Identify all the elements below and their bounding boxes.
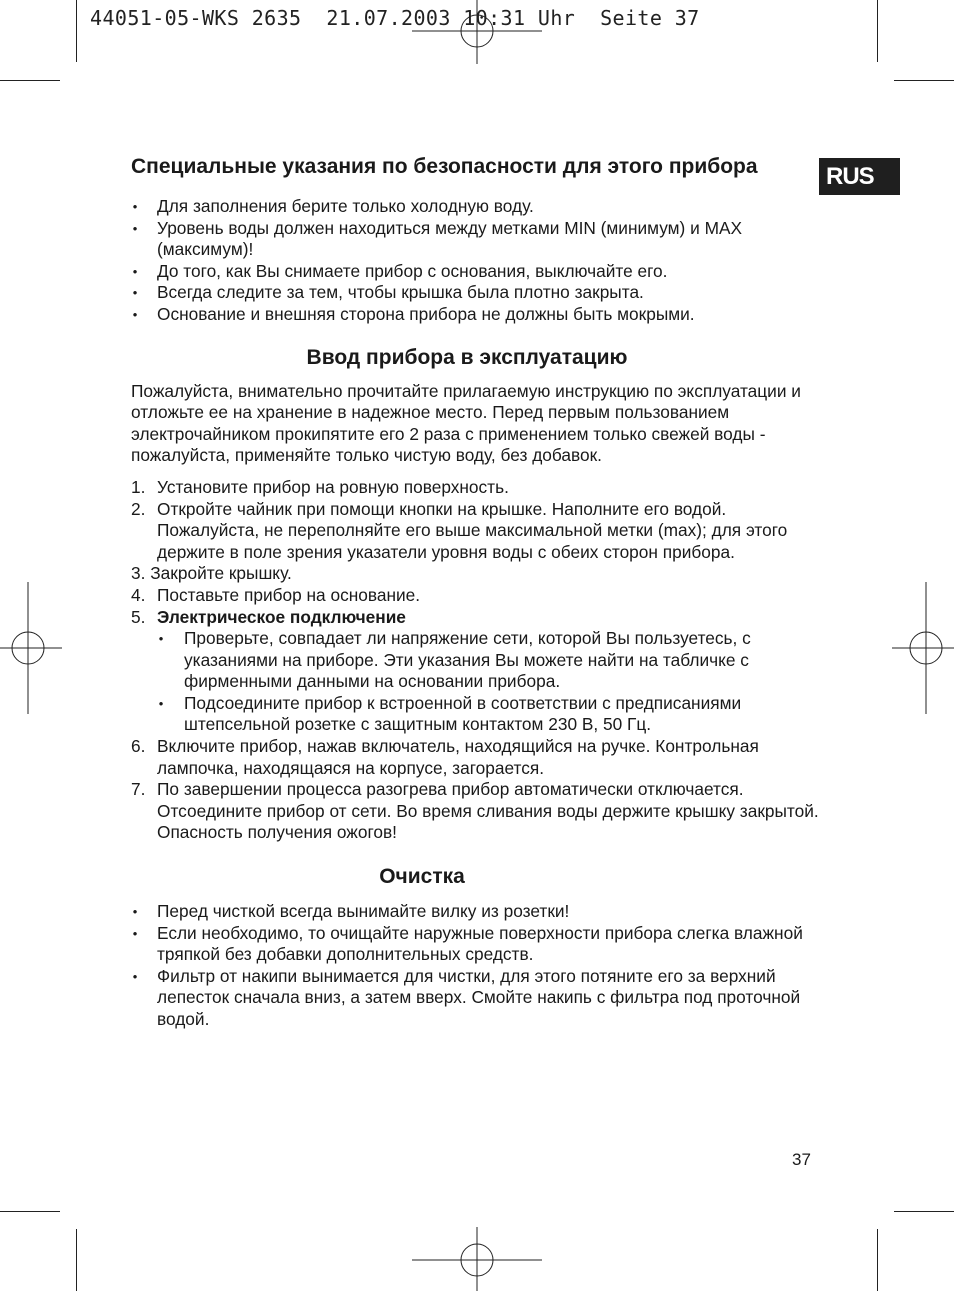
step-text: По завершении процесса разогрева прибор автоматически отключается. Отсоедините прибор от сети. Во время сливания воды держите крышку закрытой. Опасность получения ожогов!: [157, 779, 819, 843]
safety-heading: Специальные указания по безопасности для этого прибора: [131, 155, 758, 178]
cleaning-list: [131, 901, 821, 1031]
crop-mark-top-right-h: [894, 80, 954, 81]
crop-mark-bottom-left-h: [0, 1211, 60, 1212]
step-item: [131, 607, 821, 737]
registration-mark-bottom-icon: [412, 1227, 542, 1291]
safety-item: • Основание и внешняя сторона прибора не должны быть мокрыми.: [131, 304, 821, 326]
crop-mark-bottom-right-h: [894, 1211, 954, 1212]
step-item: [131, 563, 821, 585]
step-number: 4.: [131, 584, 146, 605]
cleaning-item: • Перед чисткой всегда вынимайте вилку из розетки!: [131, 901, 821, 923]
step-text: Закройте крышку.: [150, 563, 292, 584]
cleaning-item: • Если необходимо, то очищайте наружные поверхности прибора слегка влажной тряпкой без добавки дополнительных средств.: [131, 923, 821, 966]
page-content: [131, 152, 821, 1031]
step-text: Установите прибор на ровную поверхность.: [157, 476, 509, 497]
safety-list: [131, 196, 821, 326]
step-text: Поставьте прибор на основание.: [157, 584, 421, 605]
operation-heading: Ввод прибора в эксплуатацию: [306, 345, 628, 369]
cleaning-item: • Фильтр от накипи вынимается для чистки, для этого потяните его за верхний лепесток сначала вниз, а затем вверх. Смойте накипь с фильтра под проточной водой.: [131, 966, 821, 1031]
step-item: [131, 736, 821, 779]
crop-mark-bottom-right-v: [877, 1229, 878, 1291]
step-item: [131, 477, 821, 499]
electrical-item: • Подсоедините прибор к встроенной в соответствии с предписаниями штепсельной розетке с защитным контактом 230 В, 50 Гц.: [157, 693, 821, 736]
step-number: 6.: [131, 736, 146, 757]
step-item: [131, 499, 821, 564]
step-text: Откройте чайник при помощи кнопки на крышке. Наполните его водой. Пожалуйста, не переполняйте его выше максимальной метки (max); для этого держите в поле зрения указатели уровня воды с обеих сторон прибора.: [157, 498, 788, 562]
crop-mark-top-right-v: [877, 0, 878, 62]
step-number: 1.: [131, 476, 146, 497]
step-item: [131, 779, 821, 844]
page-number: 37: [792, 1150, 811, 1169]
step-number: 7.: [131, 779, 146, 800]
operation-steps: [131, 477, 821, 844]
step-item: [131, 585, 821, 607]
operation-intro: Пожалуйста, внимательно прочитайте прилагаемую инструкцию по эксплуатации и отложьте ее на хранение в надежное место. Перед первым пользованием электрочайником прокипятите его 2 раза с применением только свежей воды - пожалуйста, применяйте только чистую воду, без добавок.: [131, 380, 801, 466]
registration-mark-left-icon: [0, 582, 62, 714]
step-number: 5.: [131, 606, 146, 627]
safety-item: • Для заполнения берите только холодную воду.: [131, 196, 821, 218]
step-text: Включите прибор, нажав включатель, находящийся на ручке. Контрольная лампочка, находящаяся на корпусе, загорается.: [157, 736, 759, 778]
step-number: 3.: [131, 563, 146, 584]
print-slug: 44051-05-WKS 2635 21.07.2003 10:31 Uhr Seite 37: [90, 6, 700, 30]
crop-mark-top-left-v: [76, 0, 77, 62]
registration-mark-top-icon: [412, 0, 542, 64]
crop-mark-top-left-h: [0, 80, 60, 81]
safety-item: • Всегда следите за тем, чтобы крышка была плотно закрыта.: [131, 282, 821, 304]
crop-mark-bottom-left-v: [76, 1229, 77, 1291]
step-text: Электрическое подключение: [157, 606, 406, 627]
language-badge: RUS: [819, 158, 900, 195]
step-number: 2.: [131, 498, 146, 519]
electrical-connection-list: [157, 628, 821, 736]
safety-item: • До того, как Вы снимаете прибор с основания, выключайте его.: [131, 261, 821, 283]
registration-mark-right-icon: [892, 582, 954, 714]
cleaning-heading: Очистка: [379, 865, 465, 889]
electrical-item: • Проверьте, совпадает ли напряжение сети, которой Вы пользуетесь, с указаниями на приборе. Эти указания Вы можете найти на табличке с фирменными данными на основании прибора.: [157, 628, 821, 693]
safety-item: • Уровень воды должен находиться между метками MIN (минимум) и MAX (максимум)!: [131, 218, 821, 261]
